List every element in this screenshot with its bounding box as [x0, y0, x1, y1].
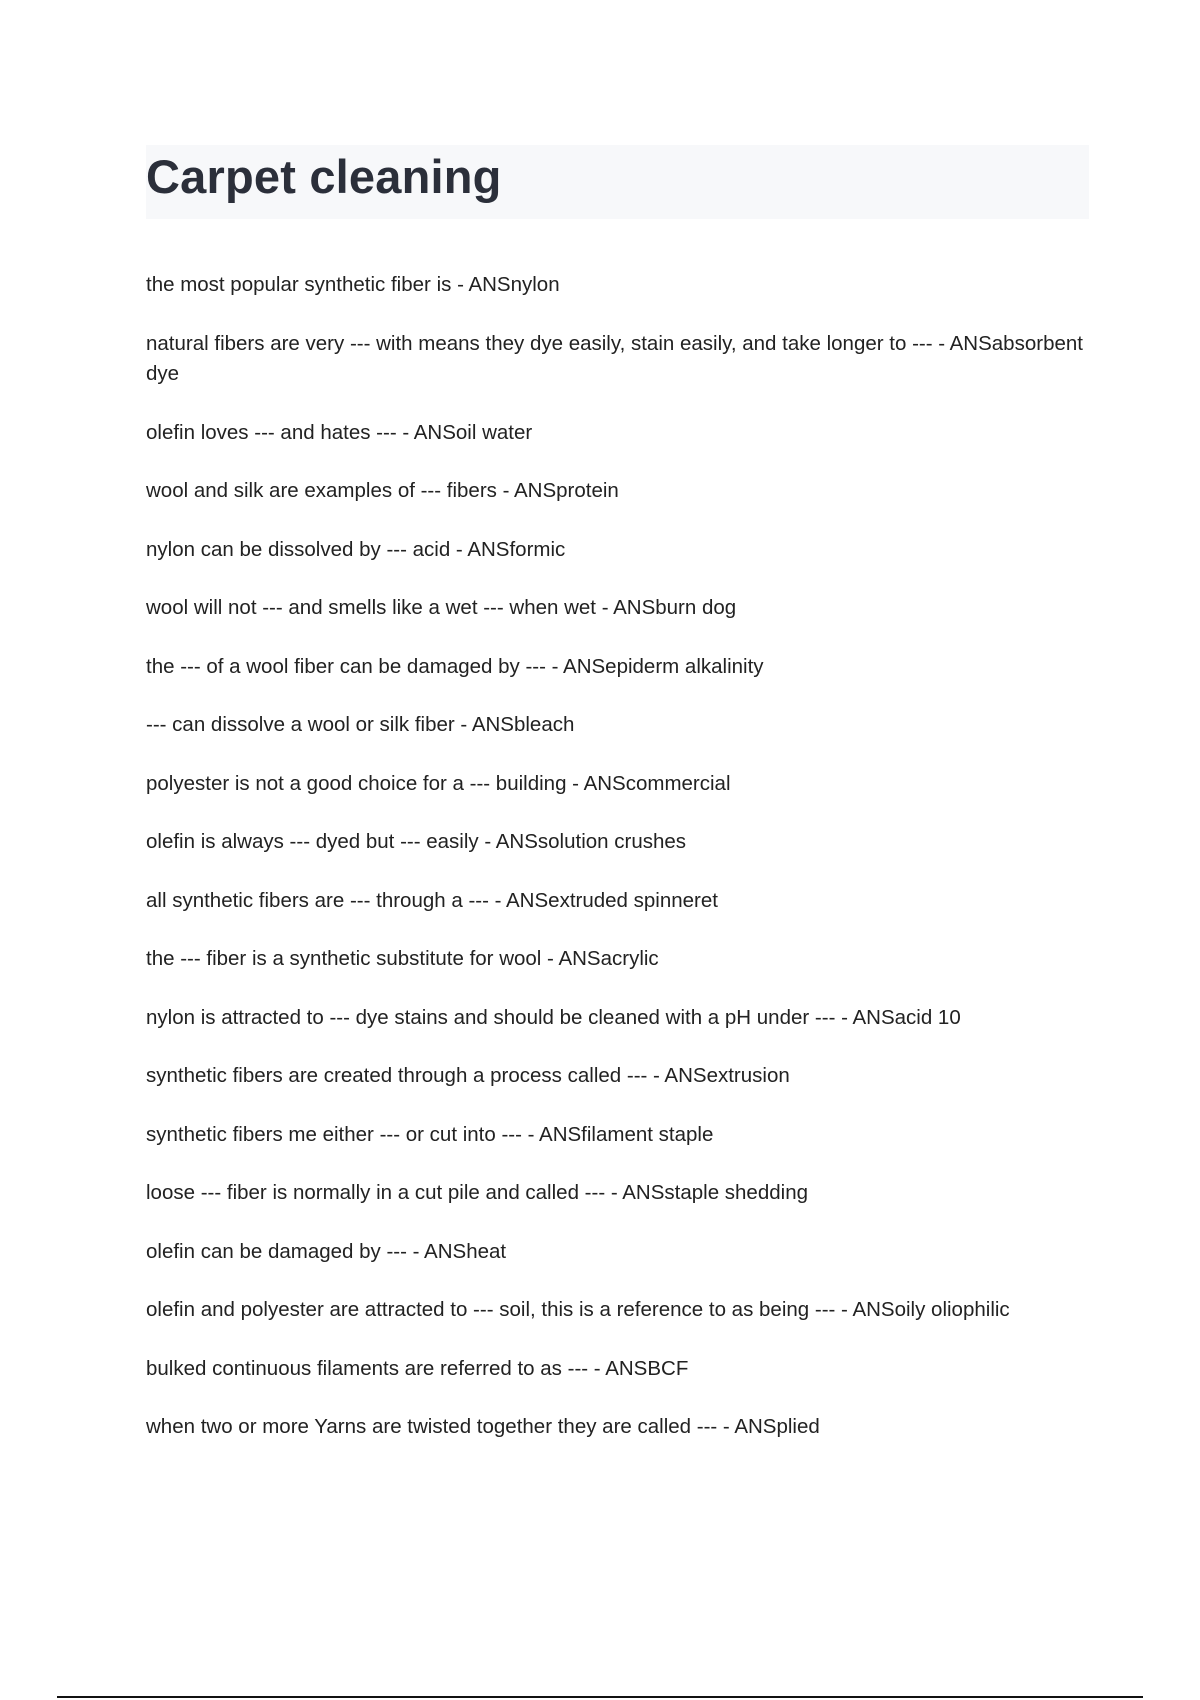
list-item: --- can dissolve a wool or silk fiber - ANSbleach [146, 713, 575, 736]
list-item: loose --- fiber is normally in a cut pile and called --- - ANSstaple shedding [146, 1181, 808, 1204]
question-list [146, 270, 1096, 1471]
list-item: wool and silk are examples of --- fibers - ANSprotein [146, 479, 619, 502]
list-item: olefin can be damaged by --- - ANSheat [146, 1239, 507, 1263]
list-item: nylon can be dissolved by --- acid - ANSformic [146, 537, 566, 561]
list-item: nylon is attracted to --- dye stains and should be cleaned with a pH under --- - ANSacid 10 [146, 1005, 961, 1029]
list-item: natural fibers are very --- with means they dye easily, stain easily, and take longer to --- - ANSabsorbent dye [146, 331, 1083, 385]
list-item: polyester is not a good choice for a --- building - ANScommercial [146, 771, 731, 795]
list-item: synthetic fibers are created through a process called --- - ANSextrusion [146, 1064, 790, 1087]
footer-divider [57, 1696, 1143, 1698]
list-item: synthetic fibers me either --- or cut into --- - ANSfilament staple [146, 1122, 714, 1146]
list-item: the --- of a wool fiber can be damaged by --- - ANSepiderm alkalinity [146, 654, 764, 678]
page-title: Carpet cleaning [146, 150, 502, 203]
list-item: the most popular synthetic fiber is - ANSnylon [146, 273, 560, 296]
list-item: wool will not --- and smells like a wet --- when wet - ANSburn dog [146, 596, 737, 619]
title-band [146, 145, 1089, 219]
list-item: olefin and polyester are attracted to --- soil, this is a reference to as being --- - ANSoily oliophilic [146, 1298, 1010, 1321]
list-item: when two or more Yarns are twisted together they are called --- - ANSplied [146, 1415, 820, 1438]
list-item: all synthetic fibers are --- through a --- - ANSextruded spinneret [146, 888, 718, 912]
list-item: olefin is always --- dyed but --- easily - ANSsolution crushes [146, 830, 687, 853]
list-item: olefin loves --- and hates --- - ANSoil water [146, 420, 533, 444]
list-item: the --- fiber is a synthetic substitute for wool - ANSacrylic [146, 947, 659, 970]
list-item: bulked continuous filaments are referred to as --- - ANSBCF [146, 1356, 689, 1380]
